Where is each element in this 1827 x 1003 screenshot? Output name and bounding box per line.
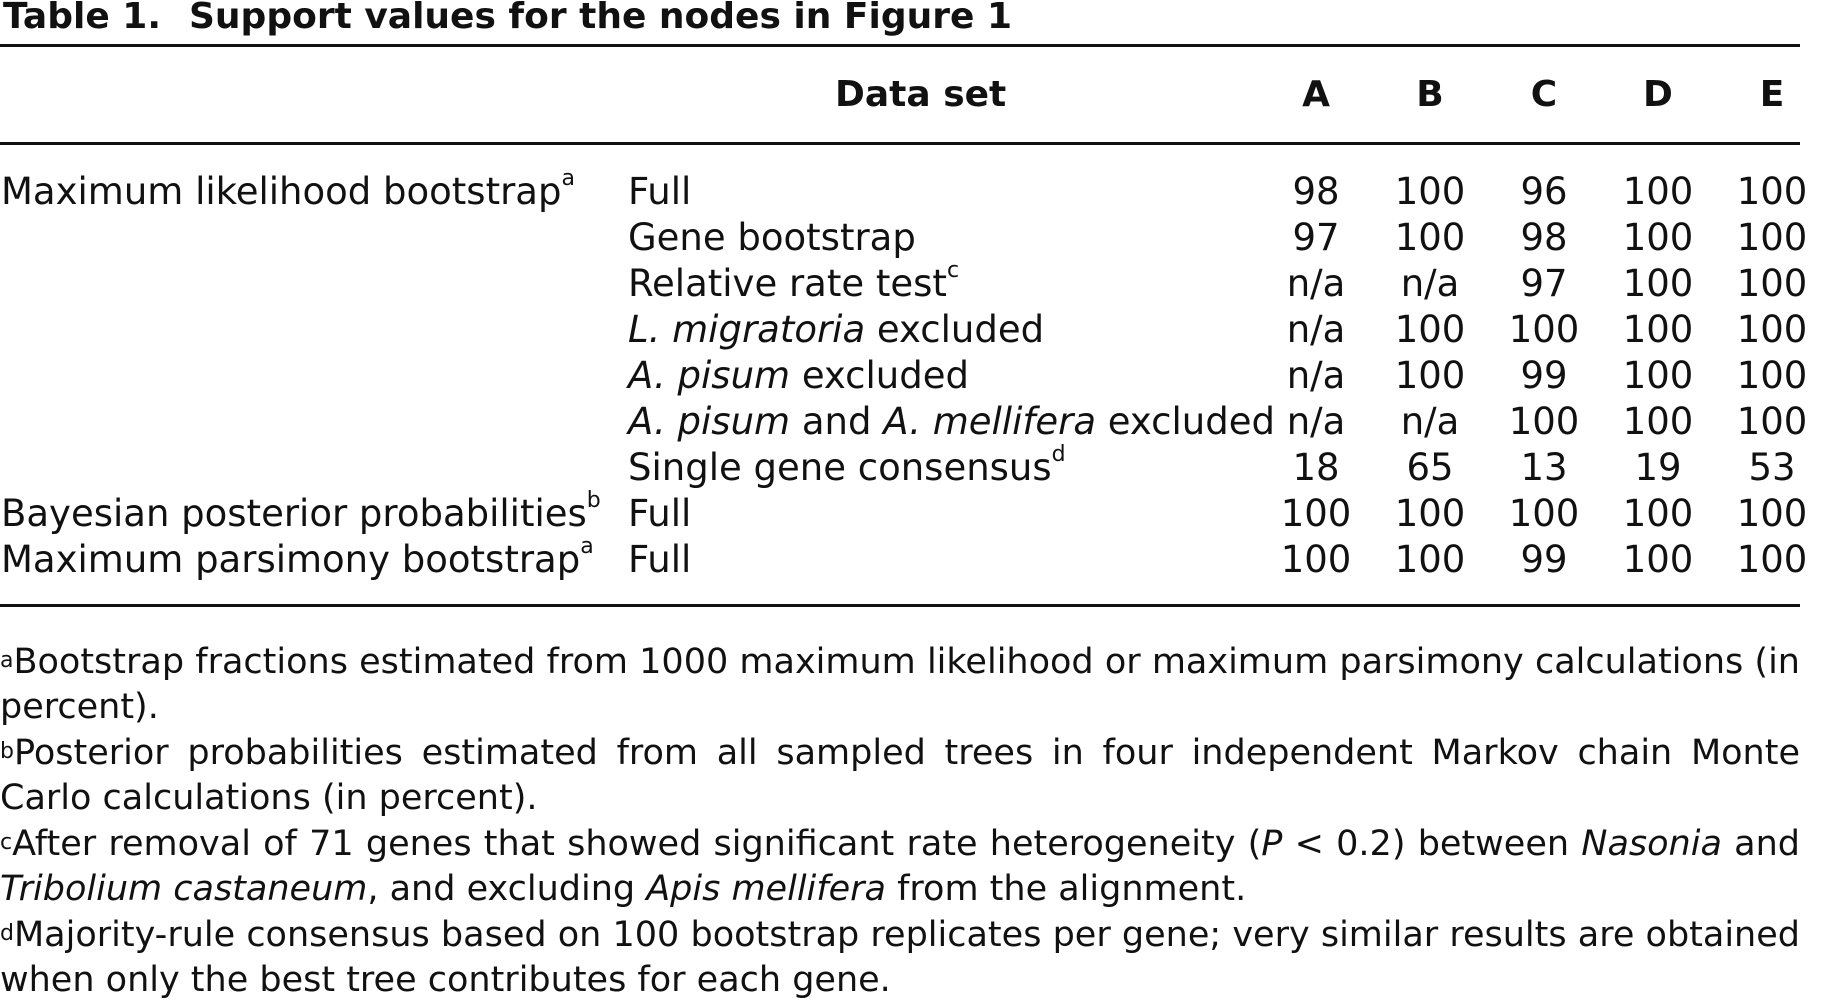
table-label: Table 1. — [3, 0, 161, 37]
value-b: 100 — [1394, 538, 1466, 581]
header-col-a: A — [1302, 74, 1330, 115]
value-c: 96 — [1520, 170, 1568, 213]
header-rule — [0, 142, 1800, 145]
value-b: 100 — [1394, 216, 1466, 259]
value-d: 100 — [1622, 400, 1694, 443]
footnote-d: $^d$Majority-rule consensus based on 100 bootstrap replicates per gene; very similar results are obtained when only the best tree contributes for each gene. — [0, 915, 1800, 1000]
value-c: 100 — [1508, 492, 1580, 535]
table-row — [0, 442, 1800, 492]
value-e: 100 — [1736, 400, 1808, 443]
value-d: 100 — [1622, 170, 1694, 213]
method-label: Maximum likelihood bootstrap$^a$ — [1, 166, 575, 213]
value-c: 100 — [1508, 400, 1580, 443]
value-e: 100 — [1736, 354, 1808, 397]
value-e: 100 — [1736, 308, 1808, 351]
value-d: 100 — [1622, 538, 1694, 581]
top-rule — [0, 44, 1800, 47]
dataset-label: Relative rate test$^c$ — [628, 258, 960, 305]
value-d: 100 — [1622, 492, 1694, 535]
value-d: 100 — [1622, 216, 1694, 259]
header-col-b: B — [1416, 74, 1444, 115]
value-c: 99 — [1520, 538, 1568, 581]
value-a: 98 — [1292, 170, 1340, 213]
table-row — [0, 534, 1808, 584]
value-a: n/a — [1286, 354, 1346, 397]
dataset-label: Gene bootstrap — [628, 216, 916, 259]
table-row — [0, 400, 1808, 446]
dataset-label: Full — [628, 492, 692, 535]
table-row — [0, 166, 1808, 216]
method-label: Bayesian posterior probabilities$^b$ — [1, 488, 601, 535]
table-row — [0, 258, 1808, 308]
dataset-label: Full — [628, 170, 692, 213]
dataset-label: Full — [628, 538, 692, 581]
table-row — [0, 354, 1808, 400]
dataset-label: Single gene consensus$^d$ — [628, 442, 1066, 489]
bottom-rule — [0, 604, 1800, 607]
value-e: 100 — [1736, 216, 1808, 259]
method-label: Maximum parsimony bootstrap$^a$ — [1, 534, 594, 581]
value-e: 100 — [1736, 262, 1808, 305]
value-b: 100 — [1394, 354, 1466, 397]
dataset-label: A. pisum and A. mellifera excluded — [628, 400, 1275, 443]
value-c: 98 — [1520, 216, 1568, 259]
value-d: 100 — [1622, 354, 1694, 397]
value-c: 100 — [1508, 308, 1580, 351]
table-row — [0, 488, 1808, 538]
table-row — [0, 216, 1808, 262]
value-b: 65 — [1406, 446, 1454, 489]
value-a: n/a — [1286, 400, 1346, 443]
value-a: n/a — [1286, 262, 1346, 305]
value-a: 100 — [1280, 492, 1352, 535]
table-caption — [3, 0, 1012, 37]
value-a: n/a — [1286, 308, 1346, 351]
footnote-c: $^c$After removal of 71 genes that showed significant rate heterogeneity (P < 0.2) between Nasonia and Tribolium castaneum, and excluding Apis mellifera from the alignment. — [0, 824, 1812, 909]
footnote-b: $^b$Posterior probabilities estimated from all sampled trees in four independent Markov chain Monte Carlo calculations (in percent). — [0, 733, 1800, 818]
header-col-d: D — [1643, 74, 1673, 115]
value-e: 100 — [1736, 170, 1808, 213]
value-c: 13 — [1520, 446, 1568, 489]
dataset-label: A. pisum excluded — [628, 354, 969, 397]
footnote-a: $^a$Bootstrap fractions estimated from 1000 maximum likelihood or maximum parsimony calculations (in percent). — [0, 642, 1800, 727]
value-b: n/a — [1400, 262, 1460, 305]
value-a: 18 — [1292, 446, 1340, 489]
value-c: 97 — [1520, 262, 1568, 305]
value-e: 53 — [1748, 446, 1796, 489]
value-b: 100 — [1394, 492, 1466, 535]
header-col-c: C — [1530, 74, 1558, 115]
value-b: n/a — [1400, 400, 1460, 443]
value-d: 100 — [1622, 262, 1694, 305]
value-d: 100 — [1622, 308, 1694, 351]
value-e: 100 — [1736, 492, 1808, 535]
value-e: 100 — [1736, 538, 1808, 581]
value-b: 100 — [1394, 308, 1466, 351]
value-c: 99 — [1520, 354, 1568, 397]
header-col-e: E — [1759, 74, 1785, 115]
value-a: 97 — [1292, 216, 1340, 259]
value-a: 100 — [1280, 538, 1352, 581]
value-d: 19 — [1634, 446, 1682, 489]
header-dataset: Data set — [835, 74, 1007, 115]
value-b: 100 — [1394, 170, 1466, 213]
table-row — [0, 308, 1808, 354]
table-title: Support values for the nodes in Figure 1 — [189, 0, 1012, 37]
dataset-label: L. migratoria excluded — [628, 308, 1045, 351]
